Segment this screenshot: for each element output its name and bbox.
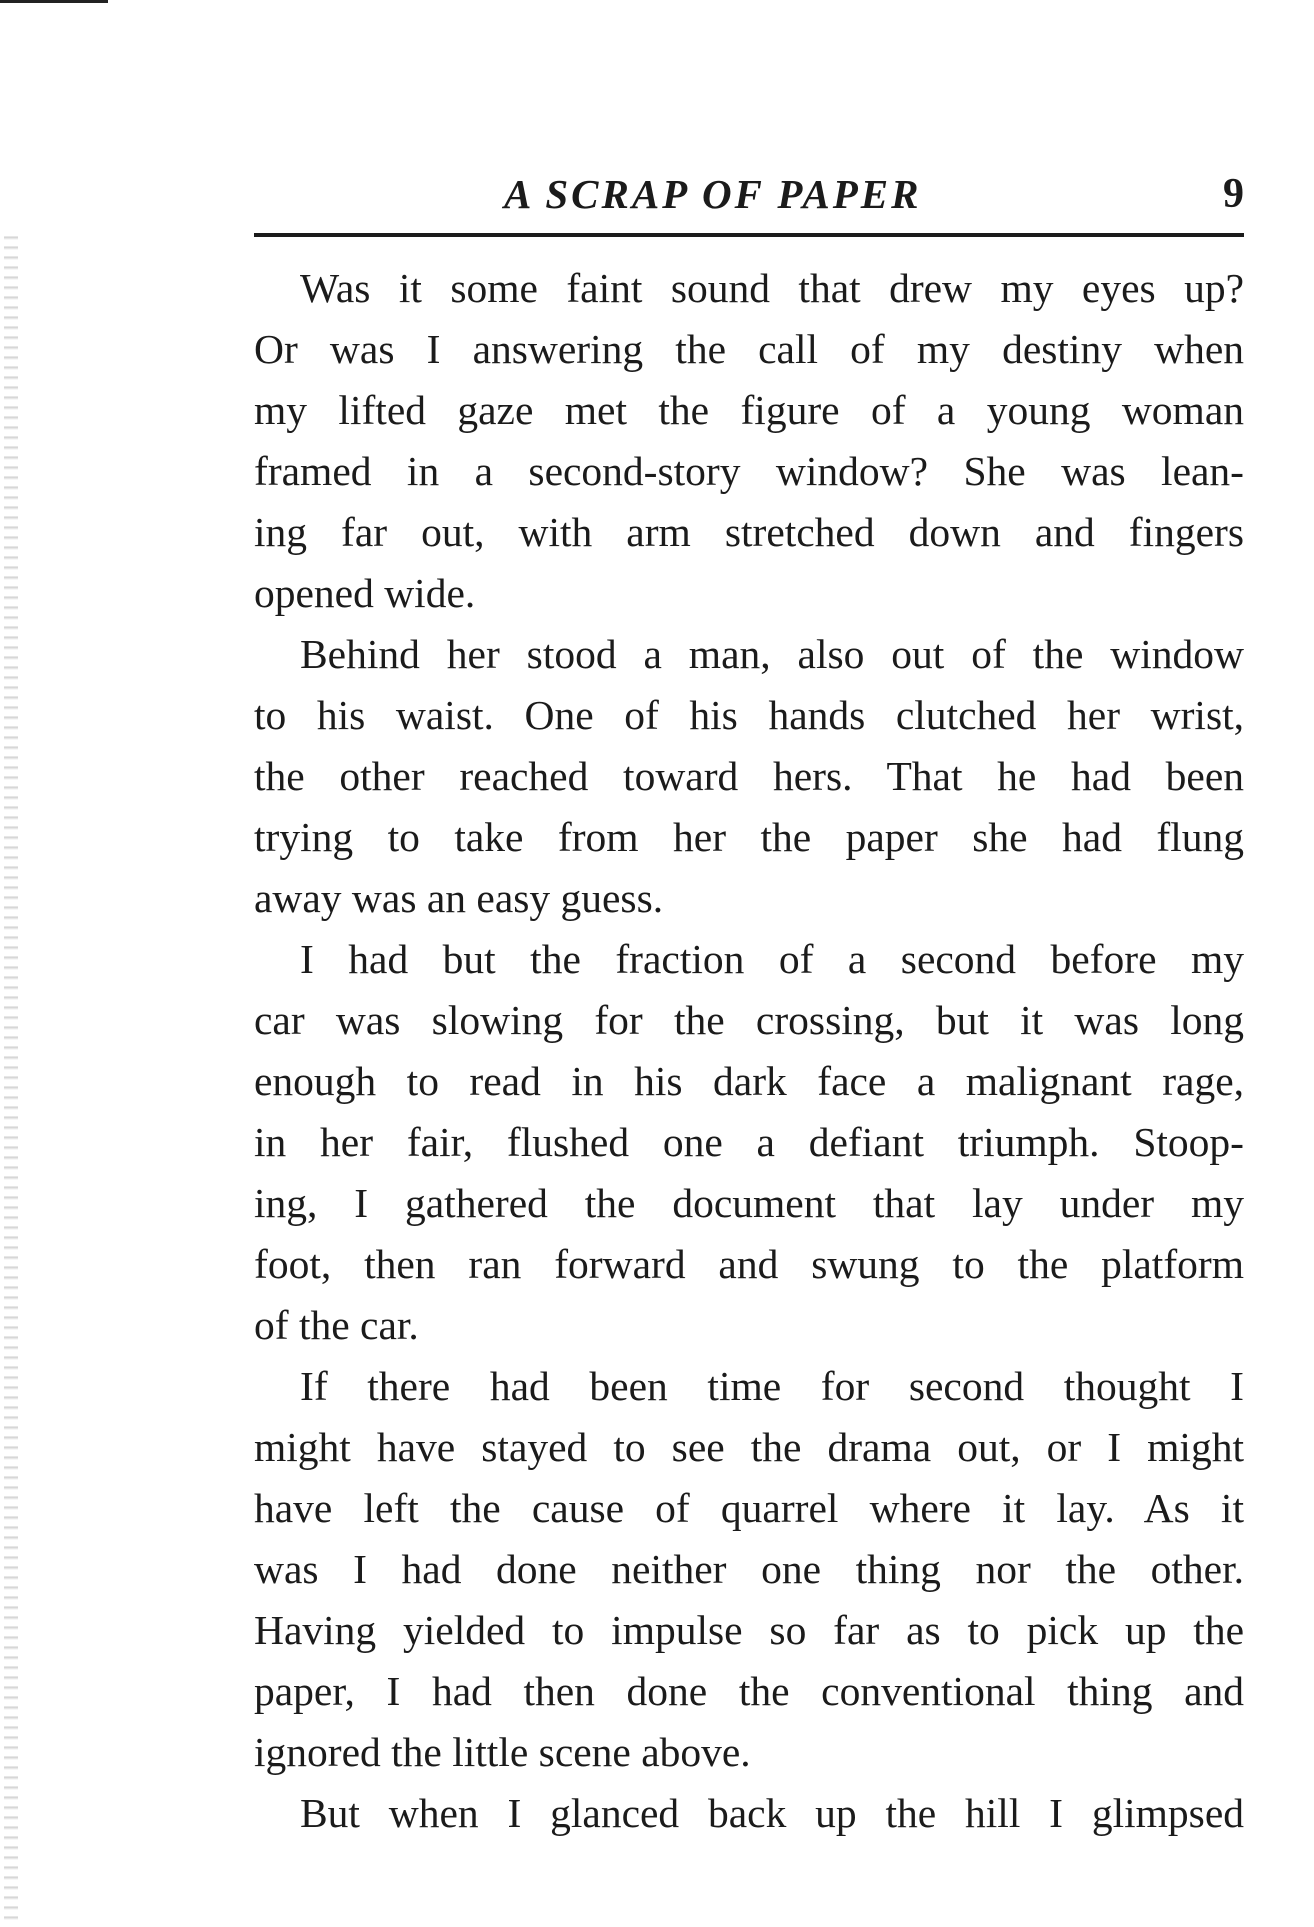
text-line: have left the cause of quarrel where it lay. As it (254, 1485, 1244, 1531)
text-line: ing far out, with arm stretched down and fingers (254, 509, 1244, 555)
text-line: to his waist. One of his hands clutched her wrist, (254, 692, 1244, 738)
text-line: ing, I gathered the document that lay under my (254, 1180, 1244, 1226)
text-line: I had but the fraction of a second before my (300, 936, 1244, 982)
paragraph-1 (254, 258, 1244, 624)
body-text (254, 258, 1244, 1844)
text-line: Behind her stood a man, also out of the window (300, 631, 1244, 677)
header-rule (254, 233, 1244, 237)
text-line: But when I glanced back up the hill I glimpsed (300, 1790, 1244, 1836)
text-line: paper, I had then done the conventional thing and (254, 1668, 1244, 1714)
text-line: Having yielded to impulse so far as to pick up the (254, 1607, 1244, 1653)
paragraph-3 (254, 929, 1244, 1356)
text-line: in her fair, flushed one a defiant triumph. Stoop- (254, 1119, 1244, 1165)
text-line: the other reached toward hers. That he had been (254, 753, 1244, 799)
text-line: enough to read in his dark face a malignant rage, (254, 1058, 1244, 1104)
page-header (254, 170, 1244, 230)
text-line: away was an easy guess. (254, 875, 664, 921)
paragraph-5 (254, 1783, 1244, 1844)
text-line: If there had been time for second thought I (300, 1363, 1244, 1409)
scan-edge-mark (0, 0, 108, 3)
text-line: framed in a second-story window? She was lean- (254, 448, 1244, 494)
text-line: opened wide. (254, 570, 476, 616)
paragraph-4 (254, 1356, 1244, 1783)
text-line: my lifted gaze met the figure of a young woman (254, 387, 1244, 433)
text-line: Was it some faint sound that drew my eyes up? (300, 265, 1244, 311)
text-line: foot, then ran forward and swung to the platform (254, 1241, 1244, 1287)
text-line: ignored the little scene above. (254, 1729, 751, 1775)
text-line: trying to take from her the paper she had flung (254, 814, 1244, 860)
text-line: might have stayed to see the drama out, or I might (254, 1424, 1244, 1470)
page-number: 9 (1223, 171, 1244, 217)
text-line: car was slowing for the crossing, but it was long (254, 997, 1244, 1043)
scan-binding-edge (4, 230, 18, 1920)
text-line: was I had done neither one thing nor the other. (254, 1546, 1244, 1592)
paragraph-2 (254, 624, 1244, 929)
text-line: of the car. (254, 1302, 419, 1348)
running-title: A SCRAP OF PAPER (504, 171, 922, 217)
text-line: Or was I answering the call of my destiny when (254, 326, 1244, 372)
